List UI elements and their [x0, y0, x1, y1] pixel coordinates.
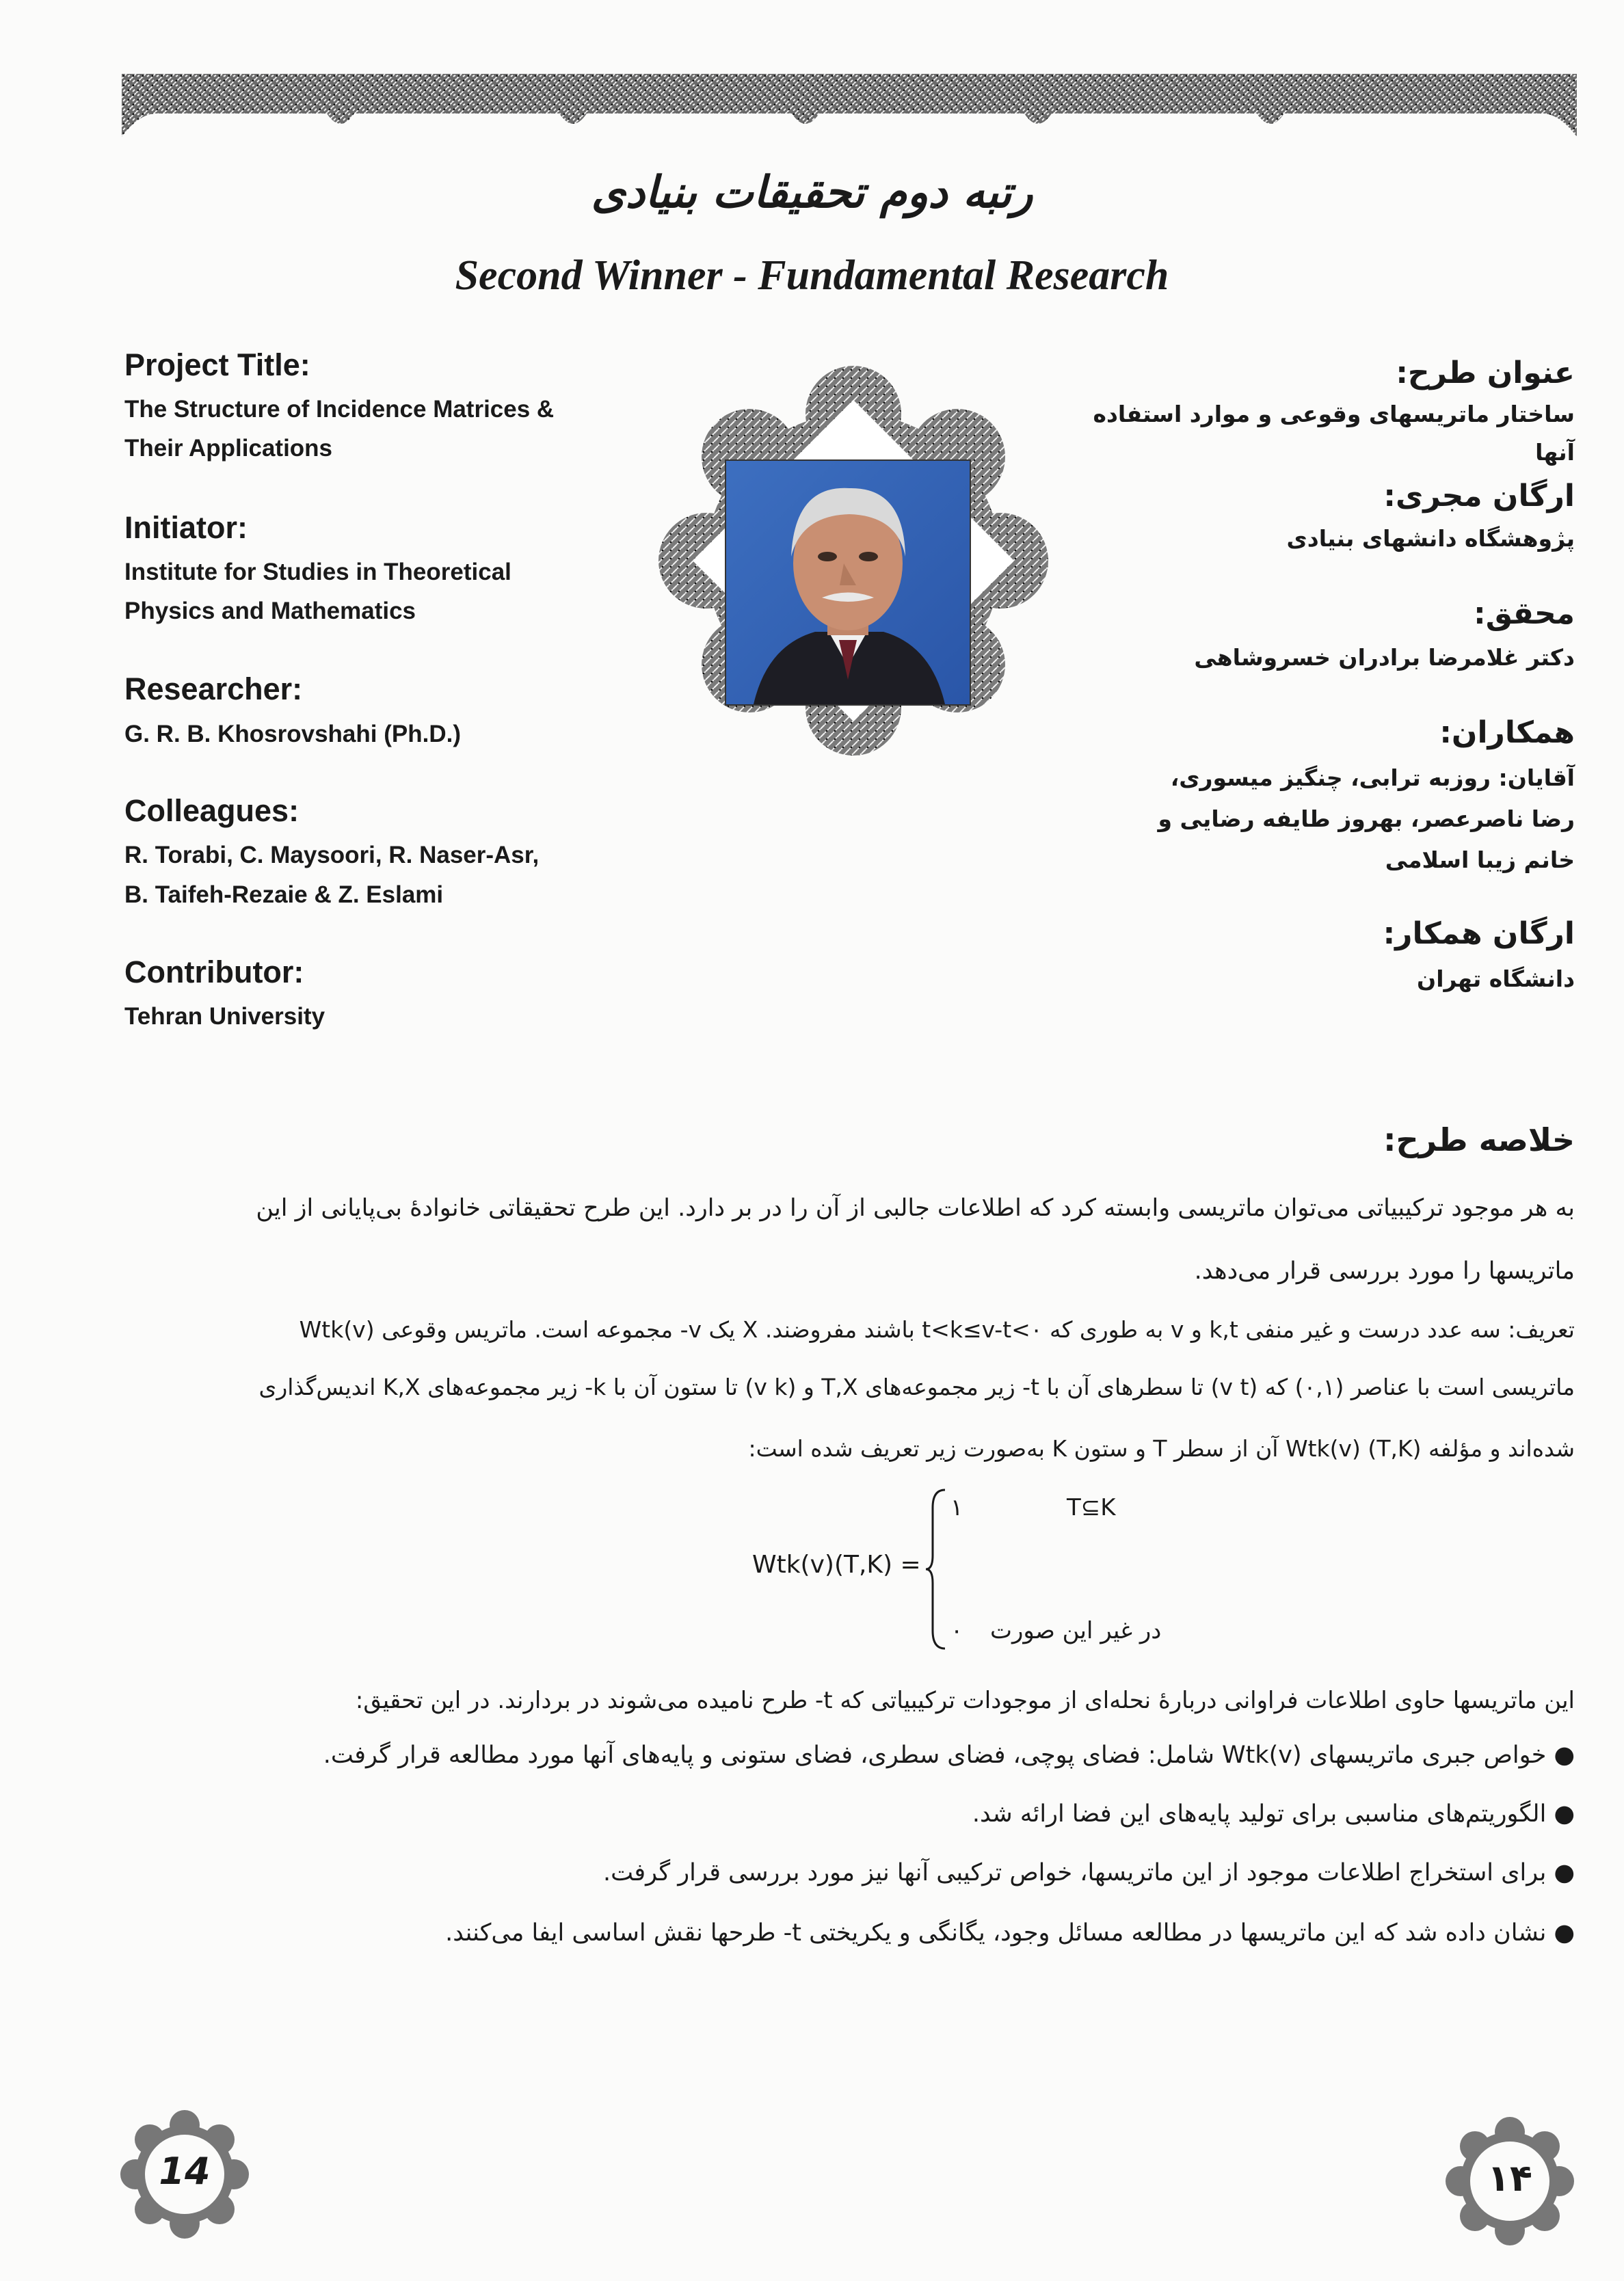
fa-colleagues-line2: رضا ناصرعصر، بهروز طایفه رضایی و — [1158, 805, 1575, 832]
researcher-value: G. R. B. Khosrovshahi (Ph.D.) — [124, 721, 461, 747]
project-title-label: Project Title: — [124, 347, 310, 382]
page-number-right — [1441, 2113, 1578, 2250]
contributor-value: Tehran University — [124, 1003, 325, 1030]
bullet-text-3: برای استخراج اطلاعات موجود از این ماتریسها، خواص ترکیبی آنها نیز مورد بررسی قرار گرفت. — [602, 1859, 1547, 1886]
researcher-label: Researcher: — [124, 671, 303, 706]
fa-colleagues-line3: خانم زیبا اسلامی — [1385, 846, 1575, 873]
colleagues-line2: B. Taifeh-Rezaie & Z. Eslami — [124, 881, 444, 908]
fa-project-title-label: عنوان طرح: — [1396, 356, 1575, 390]
page-number-left-text: 14 — [159, 2150, 211, 2193]
fa-initiator-label: ارگان مجری: — [1383, 479, 1575, 513]
initiator-line1: Institute for Studies in Theoretical — [124, 559, 511, 585]
fa-colleagues-line1: آقایان: روزبه ترابی، چنگیز میسوری، — [1170, 764, 1575, 791]
case1-value: ۱ — [950, 1494, 963, 1521]
project-title-line1: The Structure of Incidence Matrices & — [124, 396, 555, 423]
persian-title: رتبه دوم تحقیقات بنیادی — [591, 168, 1033, 218]
definition-line2: ماتریسی است با عناصر (۰,۱) که (v t) تا سطرهای آن با t- زیر مجموعه‌های T,X و (v k) تا ستون آن با k- زیر مجموعه‌های K,X اندیس‌گذاری — [258, 1374, 1575, 1400]
summary-p1-line1: به هر موجود ترکیبیاتی می‌توان ماتریسی وابسته کرد که اطلاعات جالبی از آن را در بر دارد. این طرح تحقیقاتی خانوادهٔ بی‌پایانی از این — [256, 1195, 1575, 1222]
fa-researcher-label: محقق: — [1474, 596, 1575, 631]
fa-colleagues-label: همکاران: — [1439, 715, 1575, 750]
summary-p3: این ماتریسها حاوی اطلاعات فراوانی دربارهٔ نحله‌ای از موجودات ترکیبیاتی که t- طرح نامیده می‌شوند در بردارند. در این تحقیق: — [355, 1687, 1575, 1714]
project-title-line2: Their Applications — [124, 435, 333, 462]
colleagues-label: Colleagues: — [124, 793, 299, 828]
case1-condition: T⊆K — [1067, 1494, 1116, 1521]
contributor-label: Contributor: — [124, 955, 304, 989]
colleagues-line1: R. Torabi, C. Maysoori, R. Naser-Asr, — [124, 842, 540, 868]
bullet-text-4: نشان داده شد که این ماتریسها در مطالعه مسائل وجود، یگانگی و یکریختی t- طرحها نقش اساسی ایفا می‌کنند. — [445, 1919, 1547, 1947]
incidence-formula — [752, 1480, 1190, 1658]
formula-brace — [923, 1487, 950, 1651]
bullet-item-1: ● خواص جبری ماتریسهای Wtk(v) شامل: فضای پوچی، فضای سطری، فضای ستونی و پایه‌های آنها مورد مطالعه قرار گرفت. — [323, 1742, 1575, 1769]
initiator-line2: Physics and Mathematics — [124, 598, 416, 624]
bullet-text-1: خواص جبری ماتریسهای Wtk(v) شامل: فضای پوچی، فضای سطری، فضای ستونی و پایه‌های آنها مورد مطالعه قرار گرفت. — [323, 1742, 1547, 1769]
fa-project-title-value: ساختار ماتریسهای وقوعی و موارد استفاده آنها — [1093, 401, 1575, 466]
case2-value: ۰ — [950, 1617, 963, 1644]
definition-line3: شده‌اند و مؤلفه (T,K) Wtk(v) آن از سطر T و ستون K به‌صورت زیر تعریف شده است: — [748, 1435, 1575, 1462]
summary-label: خلاصه طرح: — [1383, 1121, 1575, 1158]
fa-researcher-value: دکتر غلامرضا برادران خسروشاهی — [1194, 644, 1575, 671]
bullet-item-4: ● نشان داده شد که این ماتریسها در مطالعه مسائل وجود، یگانگی و یکریختی t- طرحها نقش اساسی ایفا می‌کنند. — [445, 1919, 1575, 1947]
bullet-item-2: ● الگوریتم‌های مناسبی برای تولید پایه‌های این فضا ارائه شد. — [972, 1800, 1575, 1828]
page-number-left — [116, 2106, 253, 2243]
summary-section — [98, 0, 1575, 2281]
case2-condition: در غیر این صورت — [990, 1617, 1162, 1644]
initiator-label: Initiator: — [124, 510, 248, 545]
bullet-item-3: ● برای استخراج اطلاعات موجود از این ماتریسها، خواص ترکیبی آنها نیز مورد بررسی قرار گرفت. — [602, 1859, 1575, 1886]
page-number-right-text: ۱۴ — [1487, 2157, 1532, 2200]
english-title: Second Winner - Fundamental Research — [455, 252, 1169, 299]
definition-line1: تعریف: سه عدد درست و غیر منفی k,t و v به طوری که ۰>t<k≤v-t باشند مفروضند. X یک v- مجموعه است. ماتریس وقوعی Wtk(v) — [299, 1316, 1575, 1343]
fa-initiator-value: پژوهشگاه دانشهای بنیادی — [1286, 525, 1575, 552]
fa-contributor-value: دانشگاه تهران — [1417, 965, 1575, 992]
summary-p1-line2: ماتریسها را مورد بررسی قرار می‌دهد. — [1194, 1257, 1575, 1285]
fa-contributor-label: ارگان همکار: — [1383, 916, 1575, 951]
bullet-text-2: الگوریتم‌های مناسبی برای تولید پایه‌های این فضا ارائه شد. — [972, 1800, 1547, 1828]
formula-lhs: Wtk(v)(T,K) = — [752, 1551, 921, 1579]
